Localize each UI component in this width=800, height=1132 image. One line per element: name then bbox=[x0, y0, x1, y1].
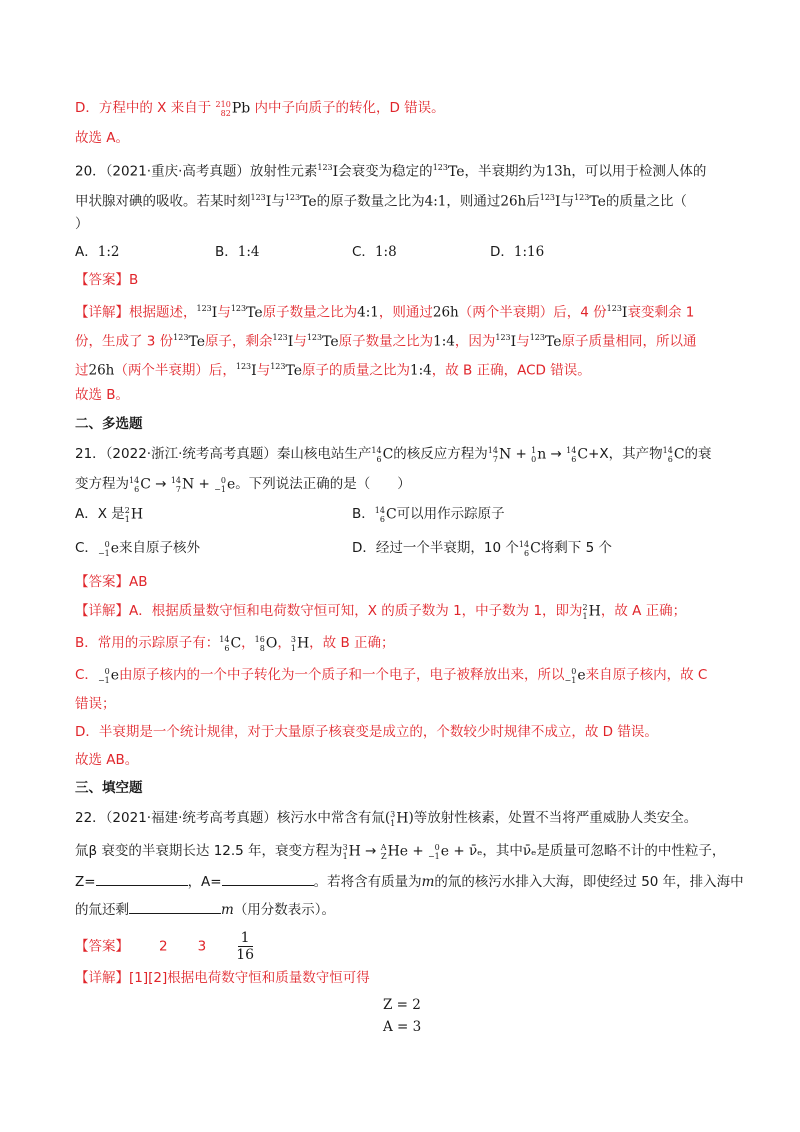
q21-detail-line4: 错误； bbox=[75, 696, 116, 712]
q21-option-c[interactable]: C． 0 −1 e来自原子核外 bbox=[75, 539, 201, 558]
d-option-suffix: 内中子向质子的转化，D 错误。 bbox=[254, 100, 445, 116]
q21-detail-line1: 【详解】A．根据质量数守恒和电荷数守恒可知，X 的质子数为 1，中子数为 1，即为 2 1 H，故 A 正确； bbox=[75, 602, 687, 621]
blank-remaining[interactable] bbox=[129, 899, 221, 914]
q20-option-d[interactable]: D．1:16 bbox=[490, 244, 545, 260]
d-option-line bbox=[75, 98, 445, 119]
section-fill-blank: 三、填空题 bbox=[75, 780, 143, 796]
pb-nuclide: 210 82 Pb bbox=[215, 99, 251, 118]
q21-detail-line2: B．常用的示踪原子有： 14 6 C， 16 8 O， 3 1 H，故 B 正确； bbox=[75, 634, 395, 653]
q20-option-b[interactable]: B．1:4 bbox=[215, 244, 260, 260]
q20-option-a[interactable]: A．1:2 bbox=[75, 244, 120, 260]
q20-line1: 20．（2021·重庆·高考真题）放射性元素$^{123}$I会衰变为稳定的$^{123}$Te，半衰期约为13h，可以用于检测人体的 bbox=[75, 158, 706, 182]
equation-a: A = 3 bbox=[383, 1019, 422, 1035]
d-option-text: D．方程中的 X 来自于 bbox=[75, 100, 212, 116]
q21-option-a[interactable]: A．X 是 2 1 H bbox=[75, 505, 144, 524]
q20-line3: ） bbox=[75, 216, 89, 232]
q21-option-d[interactable]: D．经过一个半衰期，10 个 14 6 C将剩下 5 个 bbox=[352, 539, 612, 558]
blank-a[interactable] bbox=[222, 871, 314, 886]
q20-detail-line2: 份，生成了 3 份$^{123}$Te原子，剩余$^{123}$I与$^{123}$Te原子数量之比为1:4，因为$^{123}$I与$^{123}$Te原子质量相同，所以通 bbox=[75, 333, 697, 350]
q20-option-c[interactable]: C．1:8 bbox=[352, 244, 397, 260]
q20-line2: 甲状腺对碘的吸收。若某时刻$^{123}$I与$^{123}$Te的原子数量之比为4:1，则通过26h后$^{123}$I与$^{123}$Te的质量之比（ bbox=[75, 193, 687, 210]
q21-option-b[interactable]: B． 14 6 C可以用作示踪原子 bbox=[352, 505, 505, 524]
section-multi-choice: 二、多选题 bbox=[75, 416, 143, 432]
q22-line1: 22．（2021·福建·统考高考真题）核污水中常含有氚( 3 1 H)等放射性核素，处置不当将严重威胁人类安全。 bbox=[75, 809, 698, 828]
q20-detail-line3: 过26h（两个半衰期）后，$^{123}$I与$^{123}$Te原子的质量之比为1:4，故 B 正确，ACD 错误。 bbox=[75, 362, 591, 379]
q21-detail-line3: C． 0 −1 e由原子核内的一个中子转化为一个质子和一个电子，电子被释放出来，所以 0 −1 e来自原子核内，故 C bbox=[75, 666, 708, 685]
equation-z: Z = 2 bbox=[383, 997, 421, 1013]
answer-fraction: $\frac{1}{16}$ bbox=[236, 930, 255, 963]
blank-z[interactable] bbox=[96, 871, 188, 886]
q22-line4: 的氚还剩 m（用分数表示）。 bbox=[75, 899, 335, 920]
choose-b: 故选 B。 bbox=[75, 387, 130, 403]
choose-ab: 故选 AB。 bbox=[75, 752, 139, 768]
q21-answer: 【答案】AB bbox=[75, 574, 148, 590]
choose-a: 故选 A。 bbox=[75, 130, 130, 146]
q22-answer: 【答案】 2 3 $\frac{1}{16}$ bbox=[75, 930, 255, 963]
te123-nuclide: $^{123}$Te bbox=[432, 163, 465, 180]
q22-detail-line1: 【详解】[1][2]根据电荷数守恒和质量数守恒可得 bbox=[75, 970, 370, 986]
q21-detail-line5: D．半衰期是一个统计规律，对于大量原子核衰变是成立的，个数较少时规律不成立，故 D 错误。 bbox=[75, 724, 658, 740]
q22-line2: 氚β 衰变的半衰期长达 12.5 年，衰变方程为 3 1 H → A Z He + 0 −1 e + ν̄ₑ，其中ν̄ₑ是质量可忽略不计的中性粒子， bbox=[75, 842, 726, 861]
q20-answer: 【答案】B bbox=[75, 272, 139, 288]
q20-detail-line1: 【详解】根据题述，$^{123}$I与$^{123}$Te原子数量之比为4:1，则通过26h（两个半衰期）后，4 份$^{123}$I衰变剩余 1 bbox=[75, 304, 695, 321]
i123-nuclide: $^{123}$I bbox=[317, 163, 339, 180]
q21-line2: 变方程为 14 6 C → 14 7 N + 0 −1 e。下列说法正确的是（ ） bbox=[75, 475, 411, 494]
q22-line3: Z= ，A= 。若将含有质量为m的氚的核污水排入大海，即使经过 50 年，排入海中 bbox=[75, 871, 744, 892]
q21-line1: 21．（2022·浙江·统考高考真题）秦山核电站生产 14 6 C的核反应方程为 14 7 N + 1 0 n → 14 6 C+X，其产物 14 6 C的衰 bbox=[75, 445, 712, 464]
